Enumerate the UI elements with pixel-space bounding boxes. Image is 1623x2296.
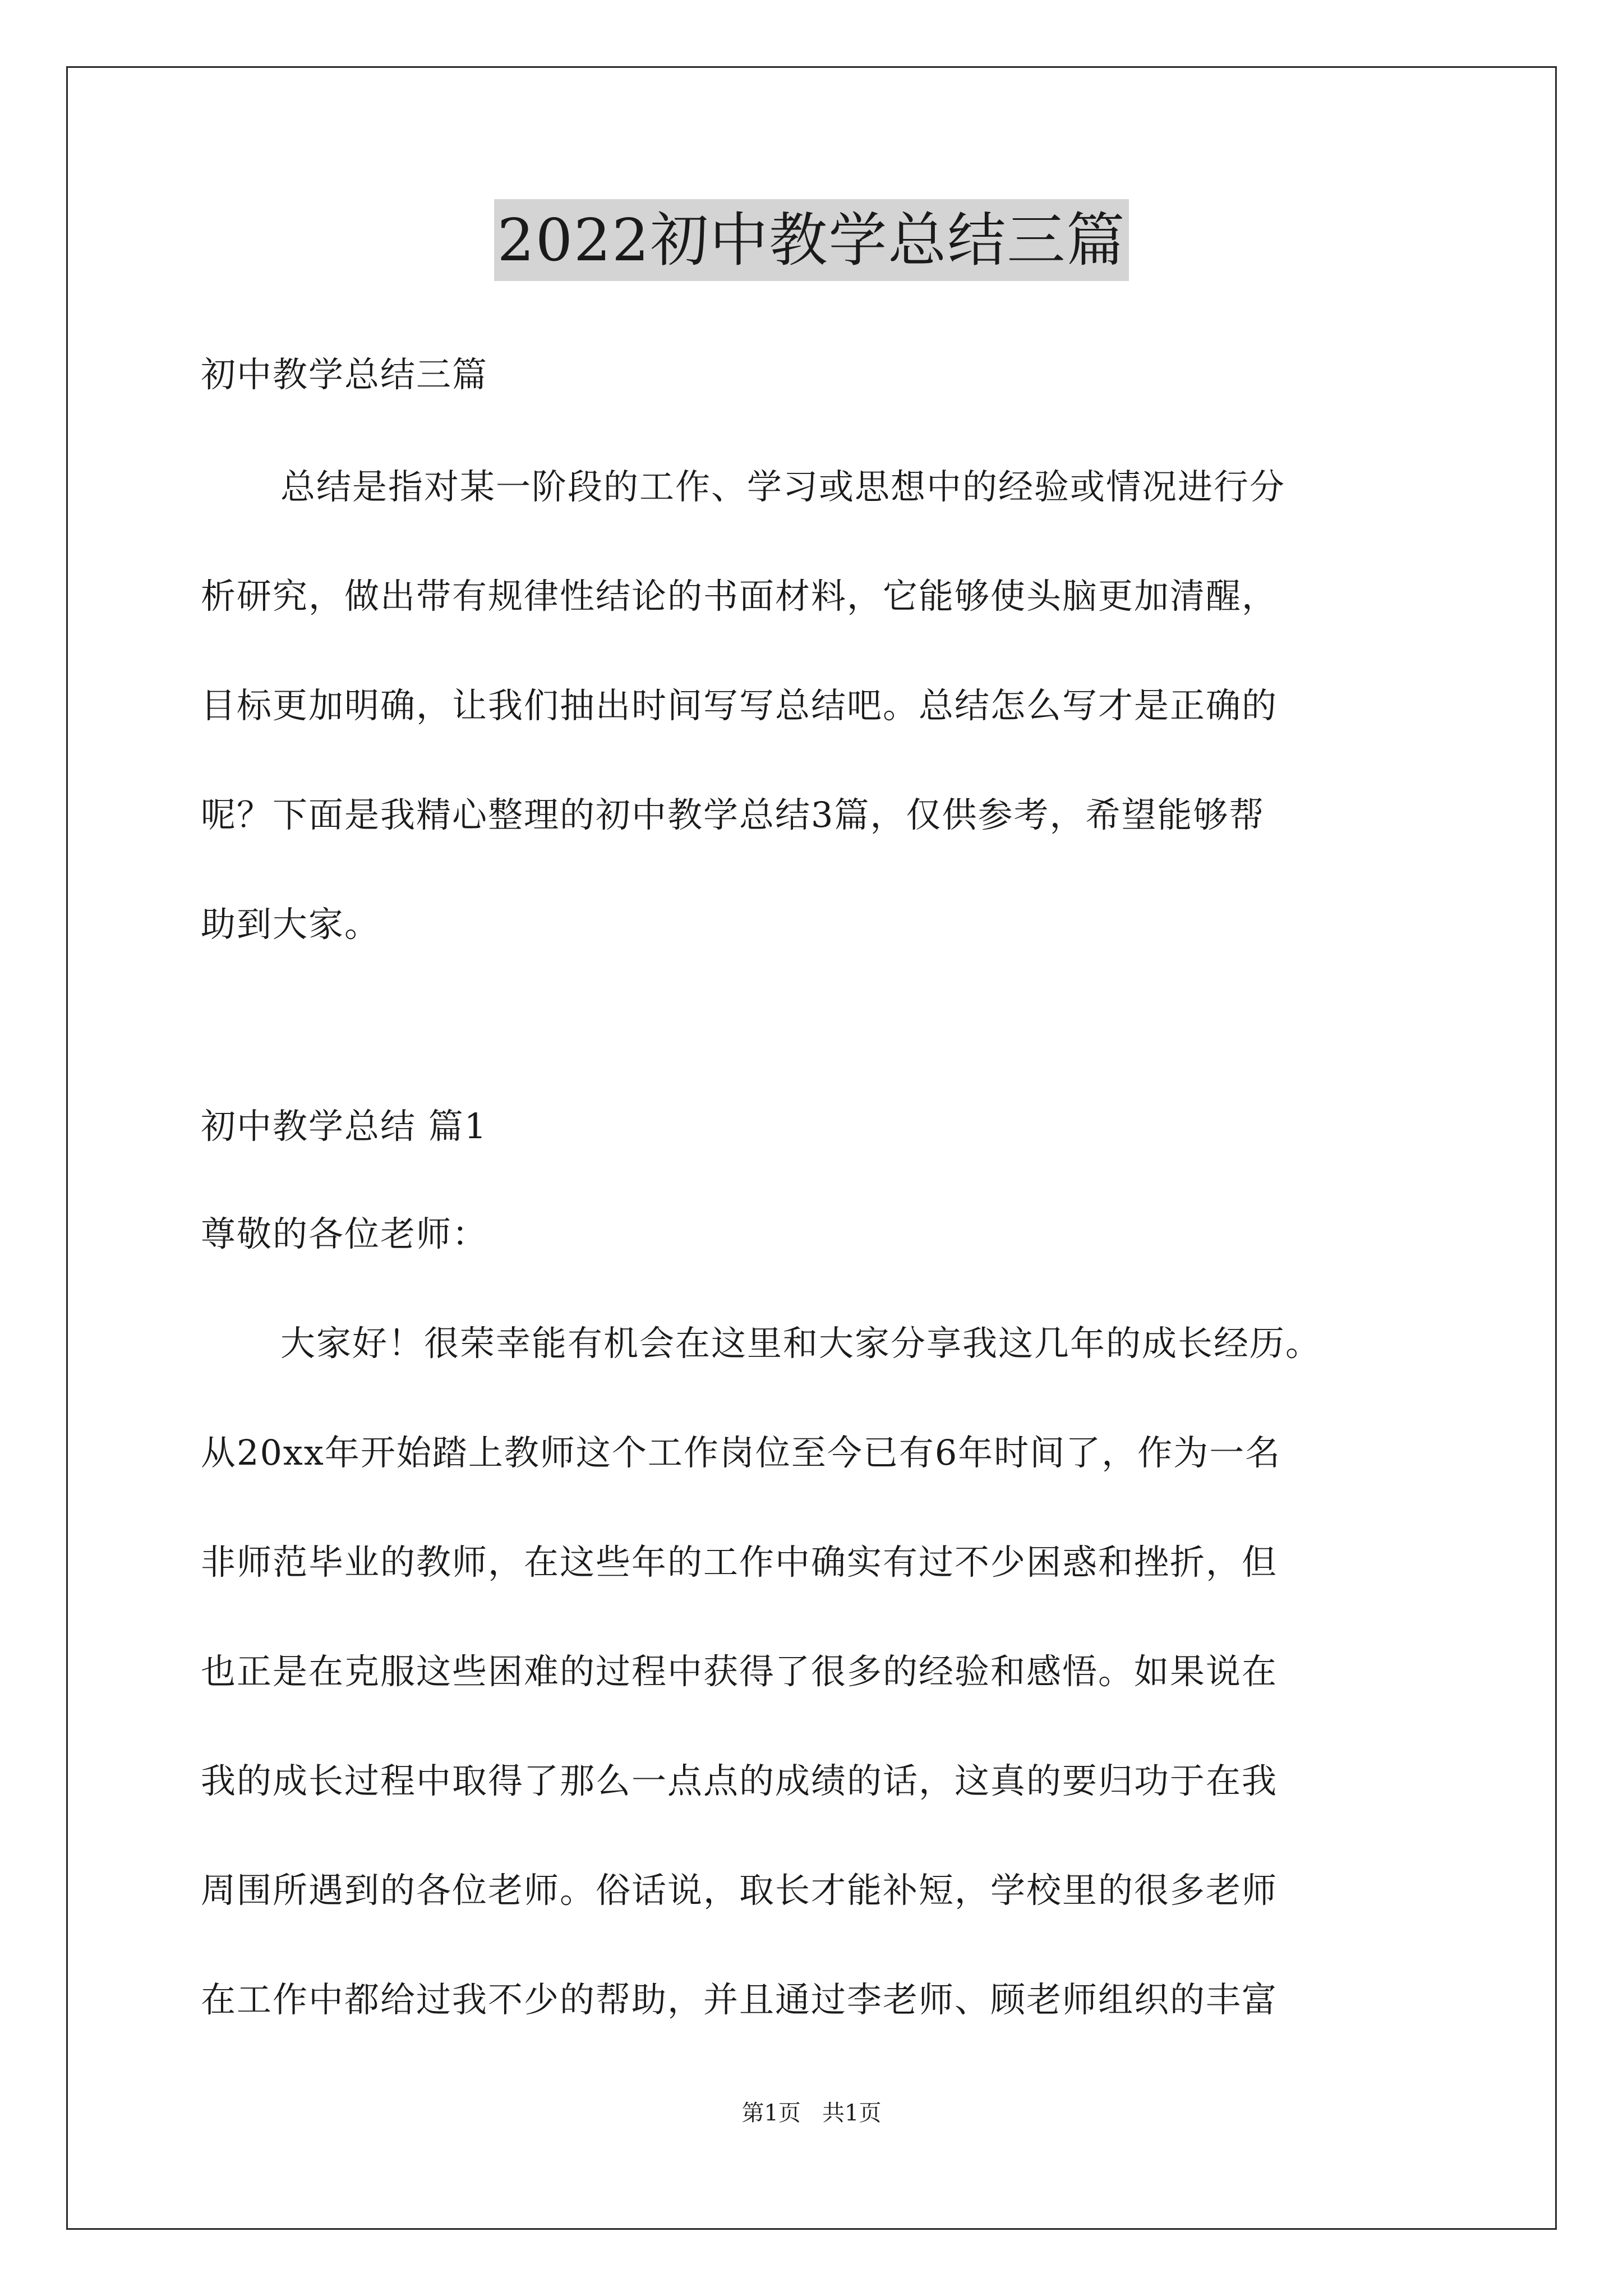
intro-line-4: 呢？下面是我精心整理的初中教学总结3篇，仅供参考，希望能够帮 (201, 794, 1265, 835)
salutation: 尊敬的各位老师： (201, 1213, 488, 1254)
section-heading: 初中教学总结 篇1 (201, 1106, 488, 1147)
body-line-7: 在工作中都给过我不少的帮助，并且通过李老师、顾老师组织的丰富 (201, 1979, 1278, 2020)
body-line-6: 周围所遇到的各位老师。俗话说，取长才能补短，学校里的很多老师 (201, 1870, 1278, 1911)
page-footer: 第1页 共1页 (741, 2100, 882, 2126)
body-line-4: 也正是在克服这些困难的过程中获得了很多的经验和感悟。如果说在 (201, 1651, 1278, 1692)
title-wrap (0, 199, 1623, 281)
intro-line-3: 目标更加明确，让我们抽出时间写写总结吧。总结怎么写才是正确的 (201, 685, 1278, 726)
intro-line-5: 助到大家。 (201, 904, 381, 945)
body-line-3: 非师范毕业的教师，在这些年的工作中确实有过不少困惑和挫折，但 (201, 1542, 1278, 1582)
document-subtitle: 初中教学总结三篇 (201, 354, 488, 395)
intro-line-1: 总结是指对某一阶段的工作、学习或思想中的经验或情况进行分 (280, 466, 1286, 507)
body-line-1: 大家好！很荣幸能有机会在这里和大家分享我这几年的成长经历。 (280, 1323, 1322, 1364)
document-title: 2022初中教学总结三篇 (494, 199, 1129, 281)
body-line-2: 从20xx年开始踏上教师这个工作岗位至今已有6年时间了，作为一名 (201, 1432, 1281, 1473)
body-line-5: 我的成长过程中取得了那么一点点的成绩的话，这真的要归功于在我 (201, 1760, 1278, 1801)
intro-line-2: 析研究，做出带有规律性结论的书面材料，它能够使头脑更加清醒， (201, 576, 1278, 616)
